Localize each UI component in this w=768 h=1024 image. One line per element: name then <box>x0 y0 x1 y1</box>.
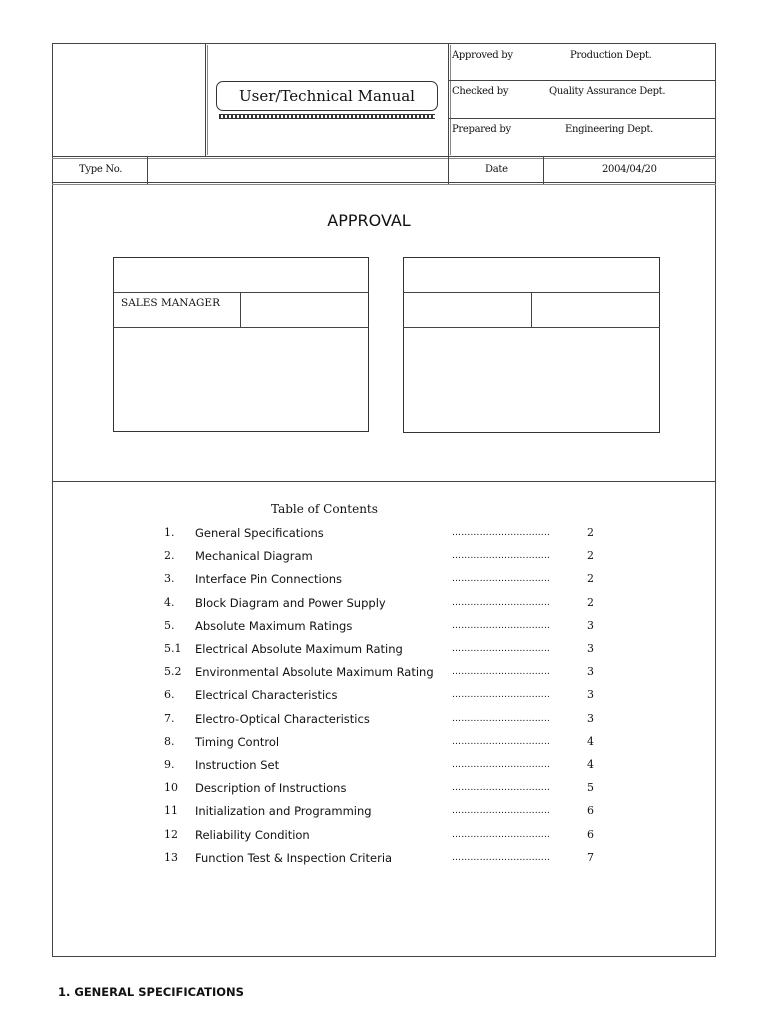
header-divider <box>52 184 716 185</box>
approval-box-divider <box>403 327 660 328</box>
toc-item <box>0 572 768 588</box>
toc-item <box>0 526 768 542</box>
checked-by-label: Checked by <box>452 86 509 97</box>
toc-item-page: 3 <box>587 688 594 702</box>
toc-item-title: Block Diagram and Power Supply <box>195 595 386 610</box>
toc-item-number: 12 <box>164 827 178 841</box>
header-divider <box>448 43 449 157</box>
approval-box-divider <box>240 292 241 327</box>
toc-item-page: 2 <box>587 595 594 609</box>
toc-item-number: 1. <box>164 526 175 539</box>
toc-item <box>0 642 768 658</box>
toc-item <box>0 781 768 797</box>
toc-item-page: 7 <box>587 850 594 864</box>
document-title: User/Technical Manual <box>216 81 438 111</box>
toc-item-title: Electrical Characteristics <box>195 688 338 703</box>
toc-item-title: Initialization and Programming <box>195 804 372 819</box>
approved-by-label: Approved by <box>452 50 513 61</box>
toc-item-number: 7. <box>164 711 175 725</box>
toc-item-leader: ………………………….. <box>452 690 551 701</box>
header-divider <box>450 45 451 155</box>
toc-item-leader: ………………………….. <box>452 528 551 538</box>
toc-item-title: Electro-Optical Characteristics <box>195 711 370 726</box>
toc-item-number: 5. <box>164 618 175 632</box>
header-divider <box>449 80 716 81</box>
prepared-by-value: Engineering Dept. <box>565 124 654 135</box>
toc-item-title: Reliability Condition <box>195 827 310 842</box>
toc-item-page: 6 <box>587 827 594 841</box>
toc-item-title: Environmental Absolute Maximum Rating <box>195 665 434 680</box>
toc-item-page: 2 <box>587 549 594 563</box>
toc-item-page: 4 <box>587 758 594 771</box>
toc-item-leader: ………………………….. <box>452 667 551 678</box>
toc-item-title: Mechanical Diagram <box>195 549 313 564</box>
approval-heading: APPROVAL <box>327 211 411 230</box>
toc-item-leader: ………………………….. <box>452 783 551 794</box>
toc-item-leader: ………………………….. <box>452 806 551 817</box>
toc-item-page: 2 <box>587 526 594 539</box>
toc-item-number: 10 <box>164 781 178 795</box>
toc-item-leader: ………………………….. <box>452 551 551 562</box>
toc-item-leader: ………………………….. <box>452 644 551 654</box>
toc-item-page: 3 <box>587 642 594 655</box>
toc-item <box>0 851 768 867</box>
toc-item-page: 3 <box>587 618 594 632</box>
toc-item <box>0 549 768 565</box>
sales-manager-label: SALES MANAGER <box>121 297 221 309</box>
toc-item-number: 5.1 <box>164 642 182 655</box>
toc-item <box>0 688 768 704</box>
toc-item-leader: ………………………….. <box>452 852 551 863</box>
date-value: 2004/04/20 <box>602 164 657 175</box>
toc-item-title: Description of Instructions <box>195 781 347 796</box>
header-divider <box>52 156 716 157</box>
toc-item-number: 3. <box>164 572 175 586</box>
toc-item-page: 6 <box>587 804 594 818</box>
toc-item <box>0 758 768 774</box>
toc-item-number: 13 <box>164 850 178 864</box>
header-divider <box>449 118 716 119</box>
header-divider <box>52 158 716 159</box>
toc-item-number: 4. <box>164 595 175 609</box>
toc-item-leader: ………………………….. <box>452 760 551 770</box>
toc-item-page: 3 <box>587 665 594 679</box>
toc-item-title: Interface Pin Connections <box>195 572 343 587</box>
toc-item <box>0 619 768 635</box>
toc-item-title: Absolute Maximum Ratings <box>195 618 353 633</box>
toc-item-title: Timing Control <box>195 734 280 749</box>
header-divider <box>207 45 208 155</box>
approval-box-divider <box>113 327 369 328</box>
toc-item-title: General Specifications <box>195 526 324 540</box>
header-divider <box>147 157 148 184</box>
approval-box-right <box>403 257 660 433</box>
header-divider <box>205 43 206 157</box>
toc-item-page: 5 <box>587 781 594 795</box>
approval-box-divider <box>531 292 532 327</box>
toc-item-leader: ………………………….. <box>452 620 551 631</box>
toc-item-leader: ………………………….. <box>452 713 551 724</box>
toc-item-page: 4 <box>587 734 594 748</box>
toc-item <box>0 804 768 820</box>
toc-title-text: Table of Contents <box>271 502 378 516</box>
checked-by-value: Quality Assurance Dept. <box>549 86 666 97</box>
toc-item-number: 8. <box>164 734 175 748</box>
toc-item-number: 2. <box>164 549 175 563</box>
toc-item-leader: ………………………….. <box>452 736 551 747</box>
prepared-by-label: Prepared by <box>452 124 511 135</box>
toc-item-leader: ………………………….. <box>452 829 551 840</box>
toc-item-page: 2 <box>587 572 594 586</box>
title-underline-decoration <box>219 114 435 119</box>
toc-item <box>0 665 768 681</box>
date-label: Date <box>485 164 508 175</box>
toc-item-leader: ………………………….. <box>452 574 551 585</box>
approved-by-value: Production Dept. <box>570 50 652 61</box>
approval-box-divider <box>113 292 369 293</box>
toc-item-title: Electrical Absolute Maximum Rating <box>195 642 403 656</box>
toc-item-title: Instruction Set <box>195 758 280 772</box>
toc-item-number: 6. <box>164 688 175 702</box>
toc-item-number: 5.2 <box>164 665 182 679</box>
section-heading: 1. GENERAL SPECIFICATIONS <box>58 985 244 999</box>
toc-item-number: 9. <box>164 758 175 771</box>
toc-item-title: Function Test & Inspection Criteria <box>195 850 393 865</box>
type-no-label: Type No. <box>79 164 123 175</box>
header-divider <box>448 157 449 184</box>
approval-box-left <box>113 257 369 432</box>
toc-item-leader: ………………………….. <box>452 597 551 608</box>
toc-item-number: 11 <box>164 804 178 818</box>
toc-item <box>0 828 768 844</box>
toc-item-page: 3 <box>587 711 594 725</box>
header-divider <box>543 157 544 184</box>
toc-item <box>0 596 768 612</box>
toc-item <box>0 735 768 751</box>
header-divider <box>52 182 716 183</box>
toc-item <box>0 712 768 728</box>
section-divider <box>52 481 716 482</box>
